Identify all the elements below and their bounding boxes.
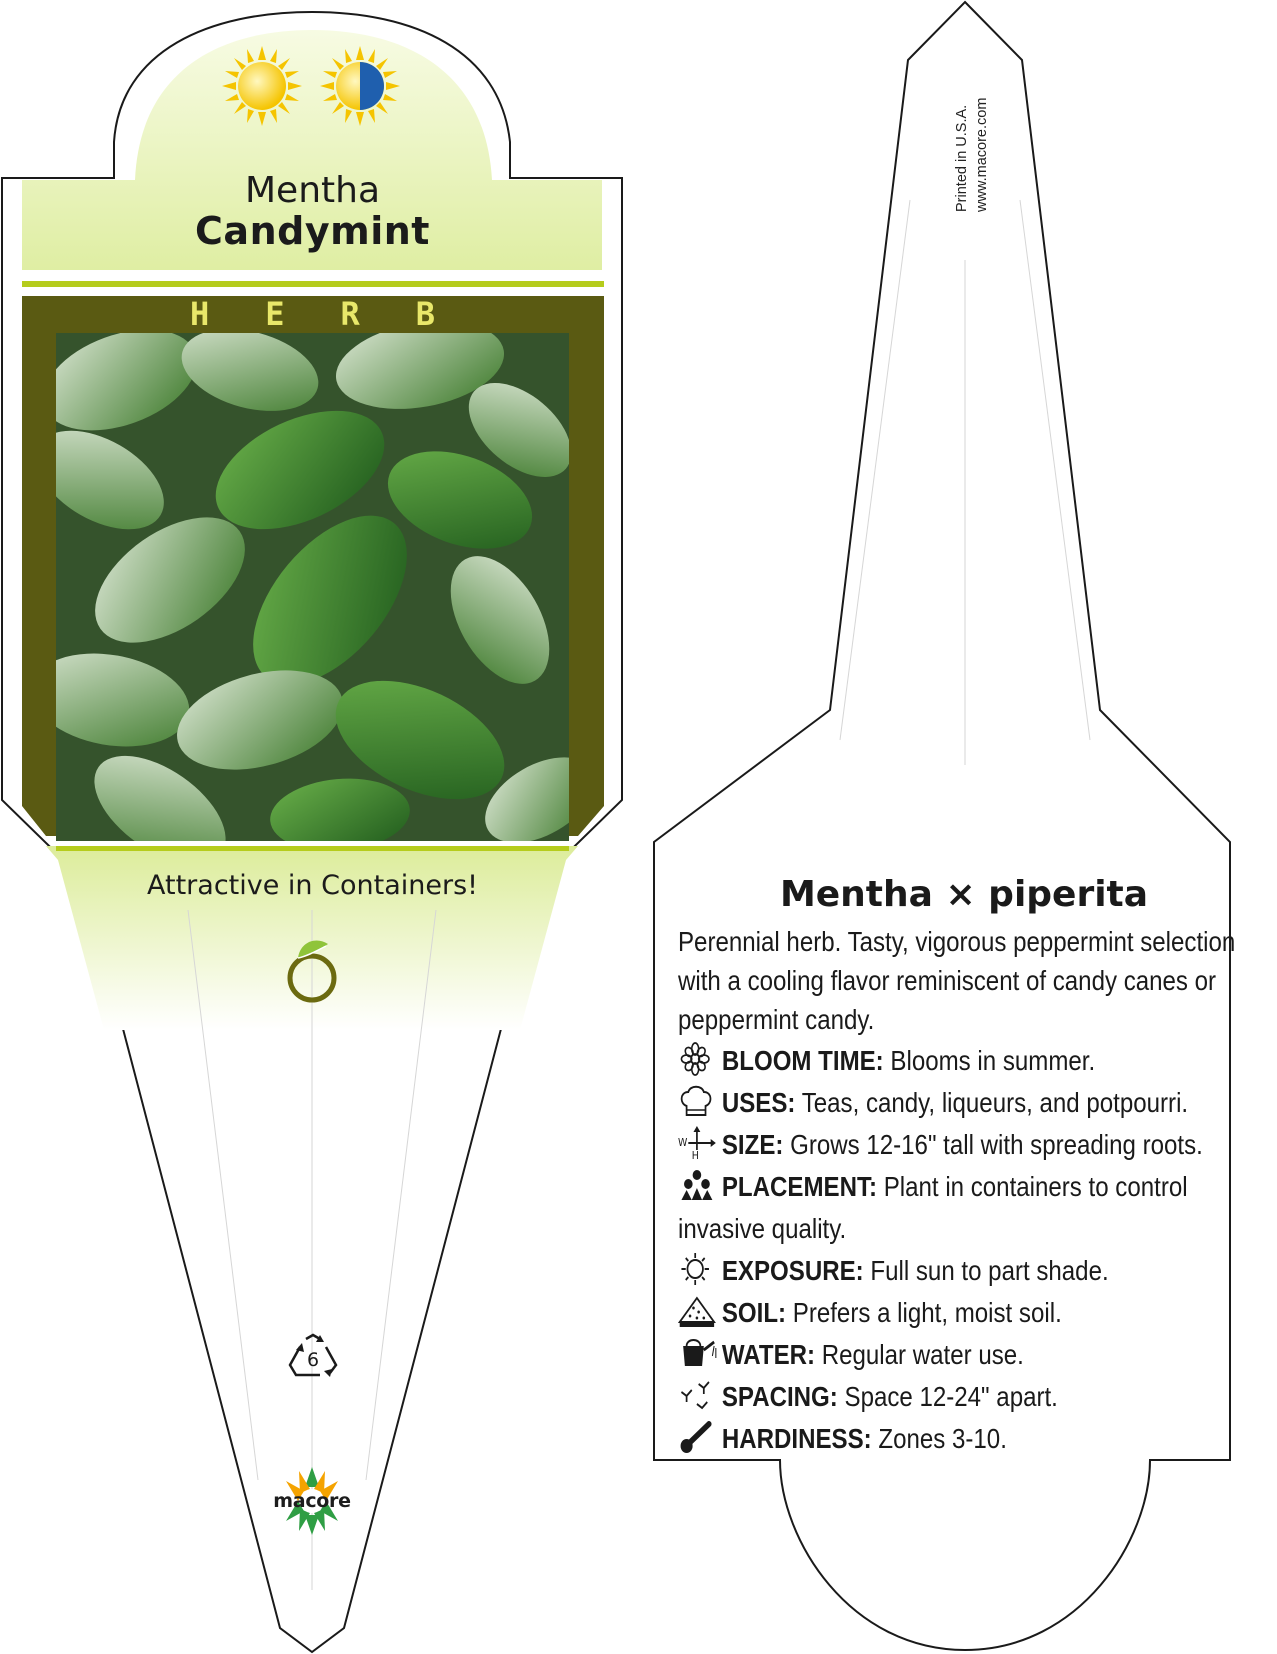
sprout-icon <box>284 934 340 1004</box>
spacing-icon <box>678 1378 718 1412</box>
attr-value: Space 12-24" apart. <box>844 1381 1058 1412</box>
full-sun-icon <box>222 46 302 126</box>
attr-value: Teas, candy, liqueurs, and potpourri. <box>801 1087 1189 1118</box>
attr-soil <box>678 1292 1277 1334</box>
attr-size <box>678 1124 1277 1166</box>
printed-in: Printed in U.S.A. <box>954 104 970 212</box>
attr-value: Zones 3-10. <box>878 1423 1007 1454</box>
soil-icon <box>678 1294 718 1328</box>
tagline: Attractive in Containers! <box>147 870 478 901</box>
svg-text:W: W <box>678 1136 688 1150</box>
plant-category: HERB <box>189 295 492 333</box>
svg-text:H: H <box>691 1149 699 1160</box>
attr-hardiness <box>678 1418 1277 1460</box>
placement-icon <box>678 1168 718 1202</box>
attr-placement <box>678 1166 1277 1250</box>
part-shade-icon <box>320 46 400 126</box>
attr-value: Prefers a light, moist soil. <box>792 1297 1062 1328</box>
attr-exposure <box>678 1250 1277 1292</box>
chef-hat-icon <box>678 1084 718 1118</box>
attr-label: EXPOSURE: <box>721 1255 864 1286</box>
plant-genus: Mentha <box>244 170 381 211</box>
brand-name: macore <box>273 1490 351 1512</box>
attr-label: USES: <box>721 1087 796 1118</box>
attr-label: PLACEMENT: <box>721 1171 878 1202</box>
attr-value: Grows 12-16" tall with spreading roots. <box>790 1129 1203 1160</box>
flower-icon <box>678 1042 718 1076</box>
recycle-number: 6 <box>306 1349 320 1371</box>
sun-icon <box>678 1252 718 1286</box>
botanical-name: Mentha × piperita <box>779 874 1149 915</box>
attr-value: Plant in containers to control <box>883 1171 1188 1202</box>
attr-label: SPACING: <box>721 1381 838 1412</box>
attr-value: Full sun to part shade. <box>870 1255 1109 1286</box>
print-info <box>952 98 992 212</box>
attr-uses <box>678 1082 1277 1124</box>
attr-water <box>678 1334 1277 1376</box>
attr-label: HARDINESS: <box>721 1423 872 1454</box>
attr-value-continued: invasive quality. <box>678 1213 847 1244</box>
size-arrows-icon <box>678 1126 718 1160</box>
attr-bloom-time <box>678 1040 1277 1082</box>
attr-label: BLOOM TIME: <box>721 1045 884 1076</box>
attr-label: SIZE: <box>721 1129 784 1160</box>
website: www.macore.com <box>974 97 990 212</box>
attr-value: Blooms in summer. <box>890 1045 1096 1076</box>
watering-can-icon <box>678 1336 718 1370</box>
attr-spacing <box>678 1376 1277 1418</box>
attr-value: Regular water use. <box>821 1339 1024 1370</box>
description: Perennial herb. Tasty, vigorous peppermint selection with a cooling flavor reminiscent of candy canes or peppermint candy. <box>678 926 1236 1035</box>
attr-label: WATER: <box>721 1339 816 1370</box>
attr-label: SOIL: <box>721 1297 787 1328</box>
plant-cultivar: Candymint <box>195 209 430 253</box>
thermometer-icon <box>678 1420 718 1454</box>
attribute-list <box>678 1040 1277 1460</box>
